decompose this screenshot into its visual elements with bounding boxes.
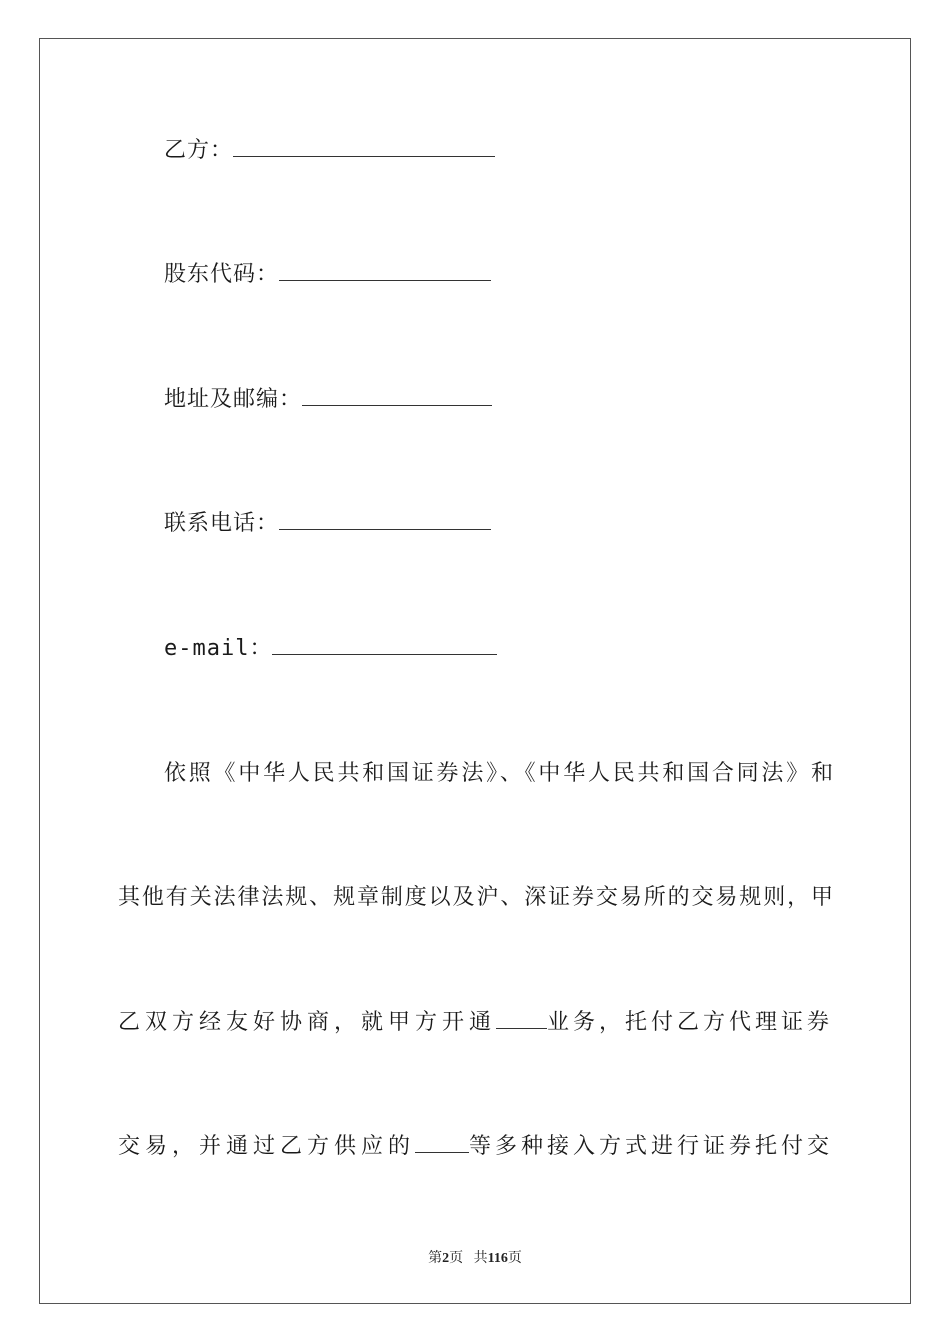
field-label: e-mail： — [164, 636, 273, 661]
paragraph-text: 等多种接入方式进行证券托付交 — [468, 1134, 833, 1159]
paragraph-text: 业务，托付乙方代理证券 — [546, 1010, 833, 1035]
blank-line[interactable] — [415, 1132, 469, 1153]
blank-line[interactable] — [302, 385, 492, 406]
paragraph-line-2: 其他有关法律法规、规章制度以及沪、深证券交易所的交易规则，甲 — [118, 885, 833, 910]
blank-line[interactable] — [279, 509, 491, 530]
field-phone — [164, 509, 491, 539]
blank-line[interactable] — [233, 136, 495, 157]
field-label: 股东代码： — [164, 262, 280, 287]
paragraph-text: 交易，并通过乙方供应的 — [118, 1134, 416, 1159]
page-footer — [0, 1247, 950, 1267]
field-label: 联系电话： — [164, 511, 280, 536]
footer-total-number: 116 — [487, 1251, 508, 1266]
paragraph-text: 乙双方经友好协商，就甲方开通 — [118, 1010, 497, 1035]
field-email — [164, 634, 497, 664]
field-label: 地址及邮编： — [164, 387, 303, 412]
paragraph-line-3 — [118, 1008, 833, 1038]
paragraph-line-4 — [118, 1132, 833, 1162]
footer-total-prefix: 共 — [473, 1251, 488, 1266]
field-shareholder-code — [164, 260, 491, 290]
blank-line[interactable] — [496, 1008, 547, 1029]
field-label: 乙方： — [164, 138, 234, 163]
footer-page-suffix: 页 — [449, 1251, 464, 1266]
blank-line[interactable] — [279, 260, 491, 281]
page-border — [39, 38, 911, 1304]
blank-line[interactable] — [272, 634, 497, 655]
field-address-postcode — [164, 385, 492, 415]
footer-page-prefix: 第 — [428, 1251, 443, 1266]
paragraph-line-1: 依照《中华人民共和国证券法》、《中华人民共和国合同法》和 — [164, 761, 833, 786]
field-party-b — [164, 136, 495, 166]
footer-total-suffix: 页 — [507, 1251, 522, 1266]
footer-page-number: 2 — [442, 1251, 450, 1266]
